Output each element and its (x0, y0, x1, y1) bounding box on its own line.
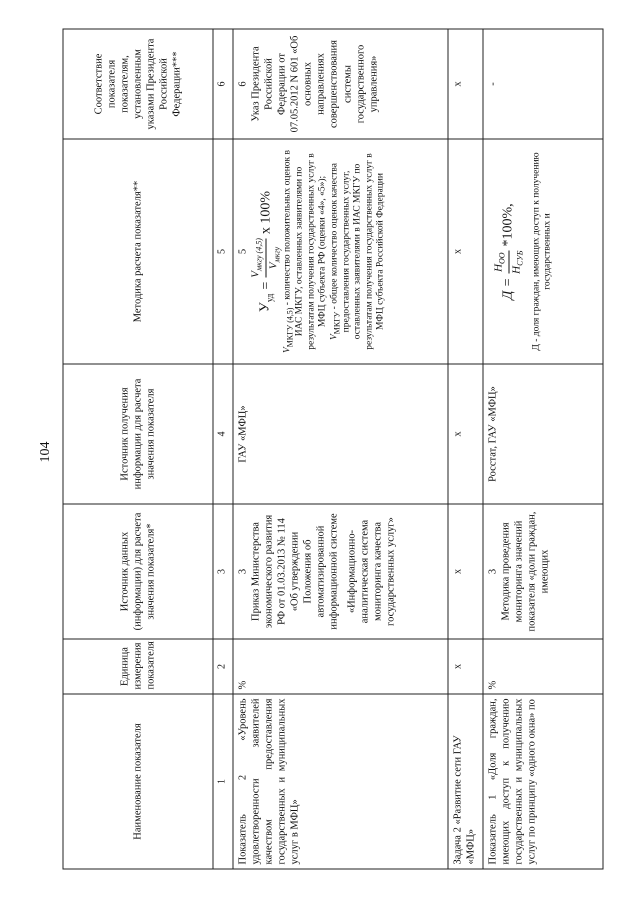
cell-number: 3 (237, 568, 248, 575)
indicator-unit: % (233, 639, 448, 694)
column-number: 2 (213, 639, 233, 694)
data-source-text: Методика проведения мониторинга значений показателя «доли граждан, имеющих (500, 511, 551, 632)
formula (492, 144, 525, 360)
indicator-compliance (233, 29, 448, 139)
task-name: Задача 2 «Развитие сети ГАУ «МФЦ» (448, 694, 483, 869)
table-row (448, 29, 483, 869)
formula-numerator-sub: OO (497, 252, 507, 264)
column-number: 5 (213, 139, 233, 364)
method-text: $V_{МКГУ}$ - общее количество оценок качества предоставления государственных услуг, оставленных заявителями в ИАС МКГУ по результатам получения государственных услуг в МФЦ субъекта Российской Федерации (329, 153, 386, 350)
formula-denominator: H (510, 265, 523, 274)
indicator-data-source (233, 504, 448, 639)
task-method: x (448, 139, 483, 364)
indicator-name: Показатель 1 «Доля граждан, имеющих доступ к получению государственных и муниципальных услуг по принципу «одного окна» по (483, 694, 603, 869)
formula-lhs: Д = (500, 277, 516, 300)
formula-tail: *100%, (500, 203, 516, 247)
cell-number: 5 (237, 248, 248, 255)
header-info-source: Источник получения информации для расчета значения показателя (63, 364, 213, 504)
column-number: 6 (213, 29, 233, 139)
indicator-table (63, 29, 604, 870)
indicator-name: Показатель 2 «Уровень удовлетворенности заявителей качеством предоставления государственных и муниципальных услуг в МФЦ» (233, 694, 448, 869)
indicator-compliance: - (483, 29, 603, 139)
method-text: $V_{МКГУ (4,5)}$ - количество положительных оценок в ИАС МКГУ, оставленных заявителями по результатам получения государственных услуг в МФЦ субъекта РФ (оценки «4», «5»); (282, 149, 328, 354)
indicator-unit: % (483, 639, 603, 694)
formula-lhs-sub: уд (264, 293, 275, 303)
column-number: 1 (213, 694, 233, 869)
formula: $У_{уд}$ = $V_{мкгу (4,5)}$ $V_{мкгу}$ x 100% (249, 190, 282, 313)
data-source-text: «Информационно-аналитическая система мониторинга качества государственных услуг» (346, 517, 397, 626)
table-row (233, 29, 448, 869)
indicator-method (233, 139, 448, 364)
task-data-source: x (448, 504, 483, 639)
formula-denominator-sub: СУБ (515, 250, 525, 266)
indicator-data-source (483, 504, 603, 639)
formula-fraction (249, 238, 282, 278)
header-unit: Единица измерения показателя (63, 639, 213, 694)
task-unit: x (448, 639, 483, 694)
column-number-row (213, 29, 233, 869)
compliance-text: Указ Президента Российской Федерации от 07.05.2012 N 601 «Об основных направлениях совершенствования системы государственного управления» (250, 35, 380, 133)
formula-lhs: У (257, 302, 273, 313)
header-data-source: Источник данных (информации) для расчета значения показателя* (63, 504, 213, 639)
header-row (63, 29, 213, 869)
header-method: Методика расчета показателя** (63, 139, 213, 364)
formula-numerator: V (249, 270, 262, 278)
column-number: 3 (213, 504, 233, 639)
task-compliance: x (448, 29, 483, 139)
indicator-info-source: ГАУ «МФЦ» (233, 364, 448, 504)
header-compliance: Соответствие показателя показателям, установленным указами Президента Российской Федерации*** (63, 29, 213, 139)
formula-fraction (492, 251, 525, 274)
cell-number: 3 (487, 568, 498, 575)
column-number: 4 (213, 364, 233, 504)
data-source-text: Приказ Министерства экономического развития РФ от 01.03.2013 № 114 «Об утверждении Положения об автоматизированной информационной системе (250, 513, 340, 630)
formula-numerator: H (492, 263, 504, 272)
page-number: 104 (38, 441, 53, 463)
header-name: Наименование показателя (63, 694, 213, 869)
formula-numerator-sub: мкгу (4,5) (254, 238, 264, 271)
indicator-info-source: Росстат, ГАУ «МФЦ» (483, 364, 603, 504)
indicator-table-sheet (63, 30, 598, 870)
indicator-method (483, 139, 603, 364)
formula-tail: x 100% (258, 190, 274, 235)
cell-number: 6 (237, 81, 248, 87)
task-info-source: x (448, 364, 483, 504)
formula-denominator: V (267, 262, 280, 270)
table-row (483, 29, 603, 869)
method-text: Д - доля граждан, имеющих доступ к получению государственных и (531, 152, 553, 351)
formula-denominator-sub: мкгу (272, 246, 282, 263)
